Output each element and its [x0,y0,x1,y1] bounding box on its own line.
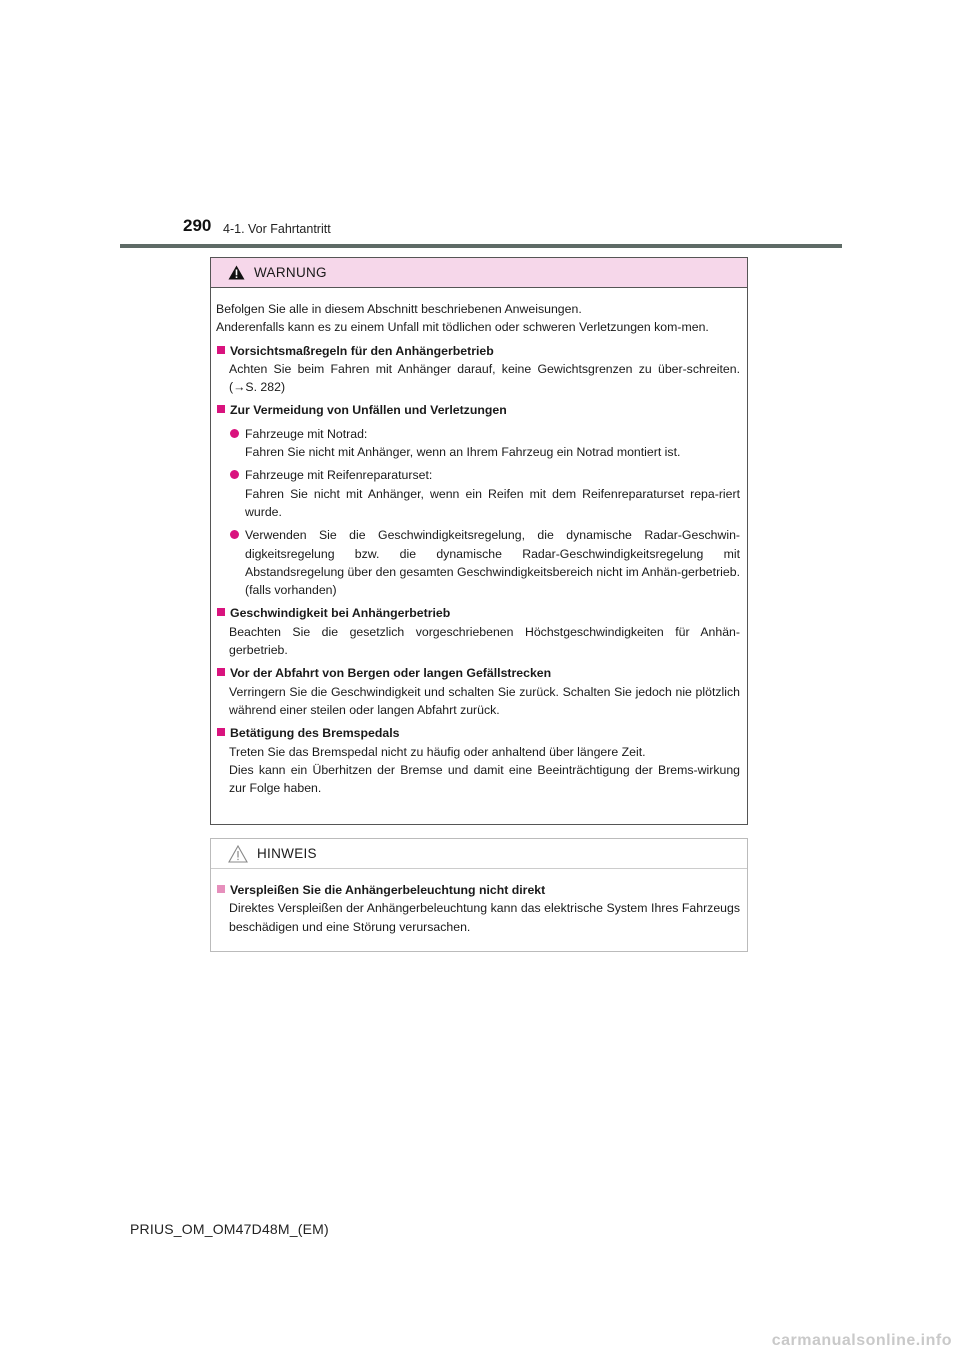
watermark: carmanualsonline.info [771,1332,952,1349]
square-bullet-icon [217,346,225,354]
warning-intro: Befolgen Sie alle in diesem Abschnitt beschriebenen Anweisungen. [216,302,582,316]
list-item [216,466,740,521]
notice-header [211,839,747,869]
section-heading: Geschwindigkeit bei Anhängerbetrieb [216,604,740,622]
warning-body [211,288,747,797]
bullet-line: Verwenden Sie die Geschwindigkeitsregelung, die dynamische Radar-Geschwin-digkeitsregelung bzw. die dynamische Radar-Geschwindigkeitsregelung mit Abstandsregelung über den gesamten Geschwindigkeitsbereich nicht im Anhän-gerbetrieb. (falls vorhanden) [245,528,740,598]
section-heading: Zur Vermeidung von Unfällen und Verletzungen [216,401,740,419]
section-text: Achten Sie beim Fahren mit Anhänger darauf, keine Gewichtsgrenzen zu über-schreiten. (→S. 282) [229,361,740,395]
footer-doc-code: PRIUS_OM_OM47D48M_(EM) [130,1221,329,1237]
bullet-line: Fahren Sie nicht mit Anhänger, wenn an Ihrem Fahrzeug ein Notrad montiert ist. [245,445,681,460]
warning-intro-2: Anderenfalls kann es zu einem Unfall mit tödlichen oder schweren Verletzungen kom-men. [216,320,709,335]
section-heading: Verspleißen Sie die Anhängerbeleuchtung nicht direkt [216,881,740,899]
section-heading: Betätigung des Bremspedals [216,724,740,742]
header-divider [120,244,842,248]
section-text: Beachten Sie die gesetzlich vorgeschriebenen Höchstgeschwindigkeiten für Anhän-gerbetrieb. [229,624,740,658]
bullet-line: Fahrzeuge mit Reifenreparaturset: [245,468,433,483]
page-number: 290 [183,216,212,235]
warning-box [210,257,748,825]
square-bullet-icon [217,405,225,413]
notice-title: HINWEIS [257,846,317,861]
list-item [216,425,740,462]
caution-triangle-icon [228,845,248,863]
square-bullet-icon [217,728,225,736]
warning-header [211,258,747,288]
section-heading: Vorsichtsmaßregeln für den Anhängerbetrieb [216,342,740,360]
section-text: Verringern Sie die Geschwindigkeit und schalten Sie zurück. Schalten Sie jedoch nie plötzlich während einer steilen oder langen Abfahrt zurück. [229,684,740,717]
square-bullet-icon [217,608,225,616]
warning-title: WARNUNG [254,265,327,280]
notice-box [210,838,748,952]
round-bullet-icon [230,470,239,479]
notice-body [211,869,747,936]
round-bullet-icon [230,429,239,438]
section-title: 4-1. Vor Fahrtantritt [223,222,331,236]
round-bullet-icon [230,530,239,539]
warning-triangle-icon [228,265,245,280]
section-text: Direktes Verspleißen der Anhängerbeleuchtung kann das elektrische System Ihres Fahrzeugs beschädigen und eine Störung verursachen. [229,901,740,934]
square-bullet-icon [217,885,225,893]
bullet-line: Fahrzeuge mit Notrad: [245,426,368,441]
section-text: Dies kann ein Überhitzen der Bremse und damit eine Beeinträchtigung der Brems-wirkung zur Folge haben. [229,762,740,796]
square-bullet-icon [217,668,225,676]
list-item [216,526,740,599]
section-heading: Vor der Abfahrt von Bergen oder langen Gefällstrecken [216,664,740,682]
bullet-line: Fahren Sie nicht mit Anhänger, wenn ein Reifen mit dem Reifenreparaturset repa-riert wurde. [245,486,740,519]
section-text: Treten Sie das Bremspedal nicht zu häufig oder anhaltend über längere Zeit. [229,744,646,759]
